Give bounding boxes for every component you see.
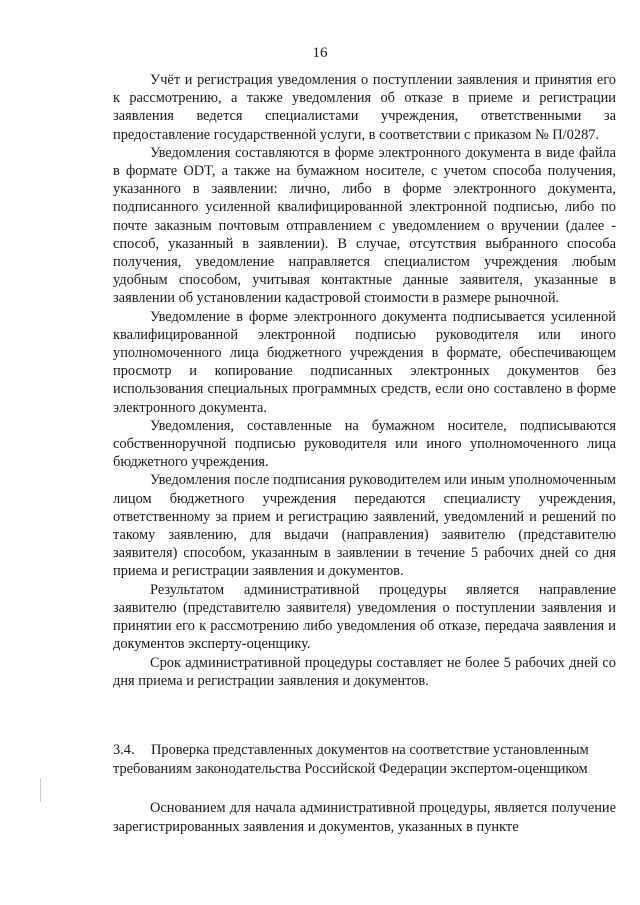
section-heading: [113, 741, 616, 779]
paragraph-result: Результатом административной процедуры является направление заявителю (представителю заявителя) уведомления о поступлении заявления и принятии его к рассмотрению либо уведомления об отказе, передача заявления и документов эксперту-оценщику.: [113, 581, 616, 653]
body-text: [113, 71, 616, 690]
paragraph-paper-signature: Уведомления, составленные на бумажном носителе, подписываются собственноручной подписью руководителя или иного уполномоченного лица бюджетного учреждения.: [113, 417, 616, 471]
paragraph-electronic-signature: Уведомление в форме электронного документа подписывается усиленной квалифицированной электронной подписью руководителя или иного уполномоченного лица бюджетного учреждения в формате, обеспечивающем просмотр и копирование подписанных электронных документов без использования специальных программных средств, если оно составлено в форме электронного документа.: [113, 308, 616, 416]
section-number: 3.4.: [113, 742, 135, 758]
paragraph-notification-format: Уведомления составляются в форме электронного документа в виде файла в формате ODT, а также на бумажном носителе, с учетом способа получения, указанного в заявлении: лично, либо в форме электронного документа, подписанного усиленной квалифицированной электронной подписью, либо по почте заказным почтовым отправлением с уведомлением о вручении (далее - способ, указанный в заявлении). В случае, отсутствия выбранного способа получения, уведомление направляется специалистом учреждения любым удобным способом, учитывая контактные данные заявителя, указанные в заявлении об установлении кадастровой стоимости в размере рыночной.: [113, 144, 616, 307]
paragraph-registration: Учёт и регистрация уведомления о поступлении заявления и принятия его к рассмотрению, а также уведомления об отказе в приеме и регистрации заявления ведется специалистами учреждения, ответственными за предоставление государственной услуги, в соответствии с приказом № П/0287.: [113, 72, 616, 143]
paragraph-basis: Основанием для начала административной процедуры, является получение зарегистрированных заявления и документов, указанных в пункте: [113, 800, 616, 835]
page-number: 16: [312, 45, 328, 61]
paragraph-deadline: Срок административной процедуры составляет не более 5 рабочих дней со дня приема и регистрации заявления и документов.: [113, 654, 616, 689]
scan-margin-mark: [40, 778, 41, 802]
paragraph-transfer: Уведомления после подписания руководителем или иным уполномоченным лицом бюджетного учреждения передаются специалисту учреждения, ответственному за прием и регистрацию заявлений, уведомлений и решений по такому заявлению, для выдачи (направления) заявителю (представителю заявителя) способом, указанным в заявлении в течение 5 рабочих дней со дня приема и регистрации заявления и документов.: [113, 472, 616, 580]
section-title: Проверка представленных документов на соответствие установленным требованиям законодательства Российской Федерации экспертом-оценщиком: [113, 742, 589, 777]
